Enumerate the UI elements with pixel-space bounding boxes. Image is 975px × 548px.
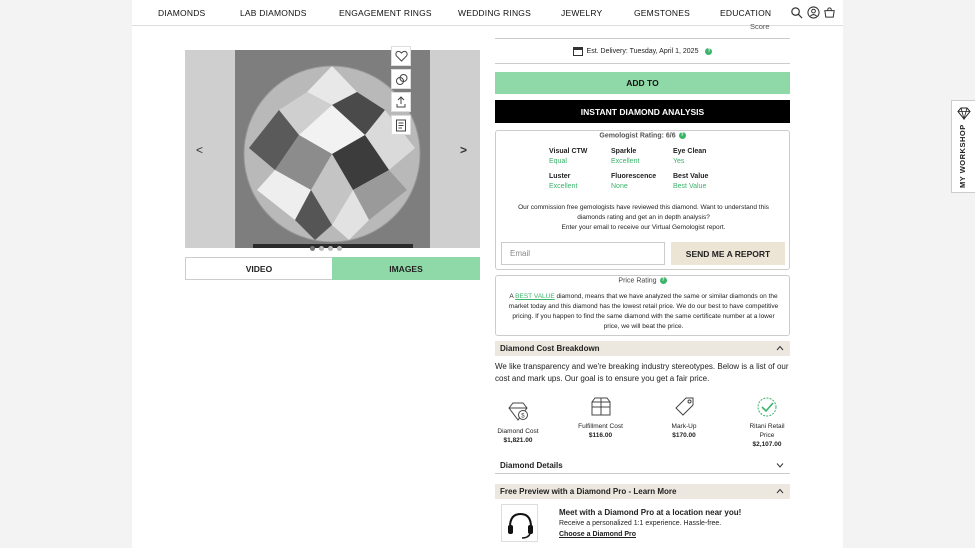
nav-lab-diamonds[interactable]: LAB DIAMONDS (240, 8, 307, 18)
chevron-up-icon (776, 487, 784, 495)
choose-diamond-pro-link[interactable]: Choose a Diamond Pro (559, 531, 637, 538)
product-page (132, 0, 843, 548)
best-value-link[interactable]: BEST VALUE (515, 293, 555, 300)
nav-gemstones[interactable]: GEMSTONES (634, 8, 690, 18)
stat-eye-clean: Eye Clean Yes (673, 148, 707, 165)
top-nav (132, 0, 843, 26)
cost-breakdown-intro: We like transparency and we're breaking industry stereotypes. Below is a list of our cost and mark ups. Our goal is to ensure you get a fair price. (495, 362, 789, 383)
ritani-retail-price: Ritani Retail Price $2,107.00 (744, 396, 790, 449)
my-workshop-tab[interactable] (951, 100, 975, 193)
price-rating-panel (495, 275, 790, 336)
nav-wedding-rings[interactable]: WEDDING RINGS (458, 8, 531, 18)
gemologist-title: Gemologist Rating: 6/6 ? (599, 132, 684, 140)
gemologist-rating-panel (495, 130, 790, 270)
headset-icon-box (501, 504, 538, 542)
gemologist-description: Our commission free gemologists have reviewed this diamond. Want to understand this diamonds rating and get an in depth analysis? Enter your email to receive our Virtual Gemologist report. (518, 204, 769, 231)
pager-dot[interactable] (319, 246, 324, 251)
email-input[interactable]: Email (501, 242, 665, 265)
instant-diamond-analysis-button[interactable]: INSTANT DIAMOND ANALYSIS (495, 100, 790, 123)
fulfillment-cost: Fulfillment Cost $116.00 (578, 396, 623, 440)
headset-icon (502, 505, 539, 543)
price-tag-icon (672, 396, 696, 418)
delivery-estimate (495, 44, 790, 58)
share-button[interactable] (391, 92, 411, 112)
stat-best-value: Best Value Best Value (673, 173, 709, 190)
share-icon (395, 96, 407, 108)
tab-images[interactable]: IMAGES (332, 257, 480, 280)
prev-arrow[interactable]: < (196, 143, 204, 157)
divider (495, 38, 790, 39)
score-label: Score (750, 22, 770, 31)
image-pager (310, 246, 342, 251)
diamond-dollar-icon (506, 401, 530, 423)
stat-luster: Luster Excellent (549, 173, 578, 190)
pager-dot[interactable] (310, 246, 315, 251)
ring-icon (395, 73, 408, 86)
next-arrow[interactable]: > (460, 143, 468, 157)
nav-education[interactable]: EDUCATION (720, 8, 772, 18)
heart-icon (395, 50, 408, 62)
cost-breakdown-header[interactable]: Diamond Cost Breakdown (495, 341, 790, 356)
add-to-button[interactable]: ADD TO (495, 72, 790, 94)
stat-visual-ctw: Visual CTW Equal (549, 148, 588, 165)
help-icon[interactable]: ? (661, 277, 665, 283)
help-icon[interactable]: ? (680, 132, 684, 138)
diamond-pro-info: Meet with a Diamond Pro at a location near you! Receive a personalized 1:1 experience. Hassle-free. Choose a Diamond Pro (559, 508, 742, 538)
ring-button[interactable] (391, 69, 411, 89)
favorite-button[interactable] (391, 46, 411, 66)
nav-jewelry[interactable]: JEWELRY (561, 8, 603, 18)
my-workshop-label: MY WORKSHOP (958, 124, 967, 188)
nav-diamonds[interactable]: DIAMONDS (158, 8, 206, 18)
cart-icon[interactable] (823, 6, 836, 19)
divider (495, 63, 790, 64)
diamond-viewer[interactable] (185, 50, 480, 248)
tab-video[interactable]: VIDEO (185, 257, 333, 280)
svg-text:$: $ (521, 413, 525, 420)
stat-sparkle: Sparkle Excellent (611, 148, 640, 165)
diamond-cost: $ Diamond Cost $1,821.00 (495, 401, 541, 445)
certificate-icon (395, 119, 407, 132)
price-rating-description: A BEST VALUE diamond, means that we have analyzed the same or similar diamonds on the market today and this diamond has the lowest retail price. We do our best to have competitive pricing. If you happen to find the same diamond with the same certificate number at a lower price, we will beat the price. (508, 293, 779, 330)
chevron-down-icon (776, 461, 784, 469)
chevron-up-icon (776, 344, 784, 352)
stat-fluorescence: Fluorescence None (611, 173, 657, 190)
help-icon[interactable]: ? (707, 47, 711, 54)
account-icon[interactable] (807, 6, 820, 19)
diamond-details-header[interactable]: Diamond Details (495, 458, 790, 474)
truck-icon (573, 47, 583, 56)
certificate-button[interactable] (391, 115, 411, 135)
pager-dot[interactable] (328, 246, 333, 251)
nav-engagement-rings[interactable]: ENGAGEMENT RINGS (339, 8, 432, 18)
mark-up: Mark-Up $170.00 (661, 396, 707, 440)
check-badge-icon (755, 396, 779, 418)
viewer-tools (391, 46, 413, 138)
pager-dot[interactable] (337, 246, 342, 251)
diamond-pro-header[interactable]: Free Preview with a Diamond Pro - Learn More (495, 484, 790, 499)
diamond-icon (957, 107, 971, 120)
delivery-text: Est. Delivery: Tuesday, April 1, 2025 (586, 47, 699, 55)
price-rating-title: Price Rating ? (618, 277, 665, 285)
send-report-button[interactable]: SEND ME A REPORT (671, 242, 785, 265)
box-icon (589, 396, 613, 418)
search-icon[interactable] (790, 6, 803, 19)
